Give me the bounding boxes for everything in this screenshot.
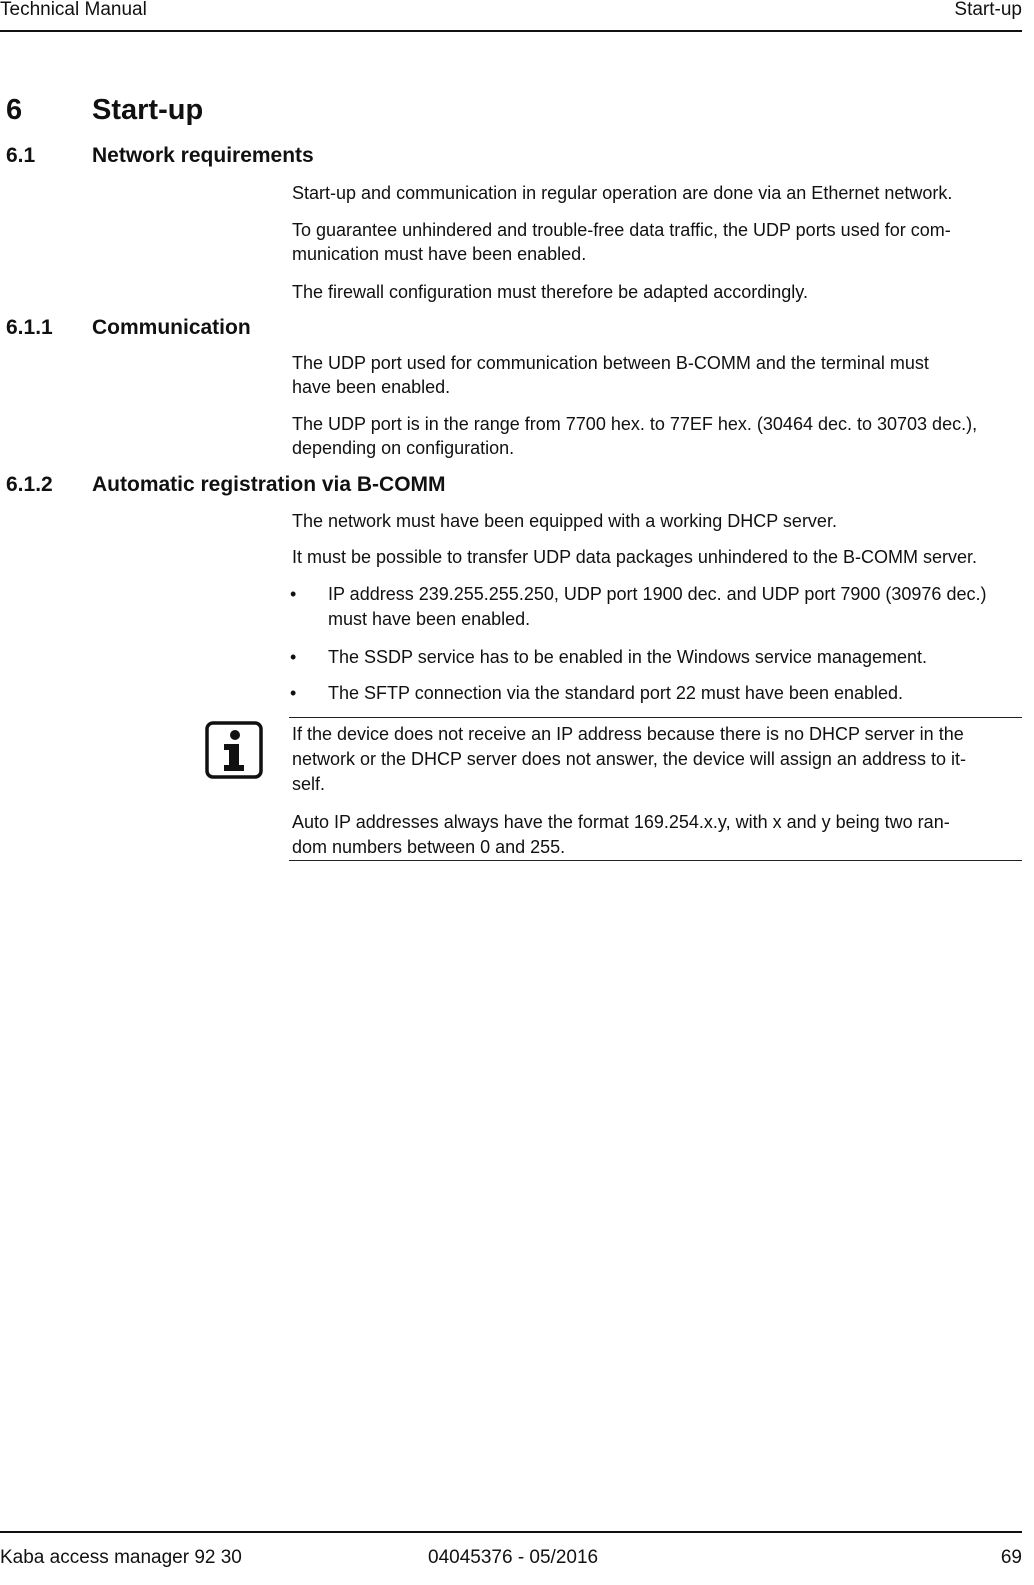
list-bullet: • bbox=[290, 683, 297, 703]
note-bottom-rule bbox=[289, 860, 1022, 861]
footer-product: Kaba access manager 92 30 bbox=[0, 1547, 242, 1568]
section-6-1-paragraph-1: Start-up and communication in regular operation are done via an Ethernet network. bbox=[292, 183, 953, 203]
section-6-1-title: Network requirements bbox=[92, 144, 314, 167]
footer-rule bbox=[0, 1531, 1022, 1533]
chapter-title: Start-up bbox=[92, 94, 204, 126]
section-6-1-number: 6.1 bbox=[6, 144, 36, 167]
section-6-1-2-paragraph-1: The network must have been equipped with a working DHCP server. bbox=[292, 511, 837, 531]
header-rule bbox=[0, 30, 1022, 32]
section-6-1-paragraph-2-line-2: munication must have been enabled. bbox=[292, 244, 587, 264]
footer-document-number: 04045376 - 05/2016 bbox=[428, 1547, 599, 1568]
note-paragraph-2-line-2: dom numbers between 0 and 255. bbox=[292, 837, 566, 857]
running-header-left: Technical Manual bbox=[0, 0, 147, 20]
section-6-1-paragraph-2-line-1: To guarantee unhindered and trouble-free data traffic, the UDP ports used for com- bbox=[292, 220, 951, 240]
running-header-right: Start-up bbox=[954, 0, 1022, 20]
section-6-1-1-paragraph-2-line-2: depending on configuration. bbox=[292, 438, 515, 458]
section-6-1-1-paragraph-2-line-1: The UDP port is in the range from 7700 hex. to 77EF hex. (30464 dec. to 30703 dec.), bbox=[292, 414, 978, 434]
section-6-1-2-title: Automatic registration via B-COMM bbox=[92, 473, 446, 496]
note-top-rule bbox=[289, 717, 1022, 718]
note-paragraph-2-line-1: Auto IP addresses always have the format 169.254.x.y, with x and y being two ran- bbox=[292, 812, 950, 832]
list-bullet: • bbox=[290, 584, 297, 604]
note-paragraph-1-line-1: If the device does not receive an IP address because there is no DHCP server in the bbox=[292, 724, 964, 744]
list-item-1-line-2: must have been enabled. bbox=[328, 609, 531, 629]
note-paragraph-1-line-3: self. bbox=[292, 774, 326, 794]
section-6-1-1-paragraph-1-line-2: have been enabled. bbox=[292, 377, 451, 397]
section-6-1-2-paragraph-2: It must be possible to transfer UDP data packages unhindered to the B-COMM server. bbox=[292, 547, 978, 567]
list-item-1-line-1: IP address 239.255.255.250, UDP port 1900 dec. and UDP port 7900 (30976 dec.) bbox=[328, 584, 987, 604]
list-bullet: • bbox=[290, 647, 297, 667]
page-number: 69 bbox=[1000, 1547, 1022, 1568]
section-6-1-paragraph-3: The firewall configuration must therefore be adapted accordingly. bbox=[292, 282, 808, 302]
section-6-1-2-number: 6.1.2 bbox=[6, 473, 53, 496]
list-item-2: The SSDP service has to be enabled in the Windows service management. bbox=[328, 647, 927, 667]
chapter-number: 6 bbox=[6, 94, 23, 126]
info-icon bbox=[205, 721, 263, 779]
section-6-1-1-title: Communication bbox=[92, 316, 251, 339]
section-6-1-1-paragraph-1-line-1: The UDP port used for communication between B-COMM and the terminal must bbox=[292, 353, 929, 373]
list-item-3: The SFTP connection via the standard port 22 must have been enabled. bbox=[328, 683, 904, 703]
note-paragraph-1-line-2: network or the DHCP server does not answer, the device will assign an address to it- bbox=[292, 749, 966, 769]
section-6-1-1-number: 6.1.1 bbox=[6, 316, 53, 339]
